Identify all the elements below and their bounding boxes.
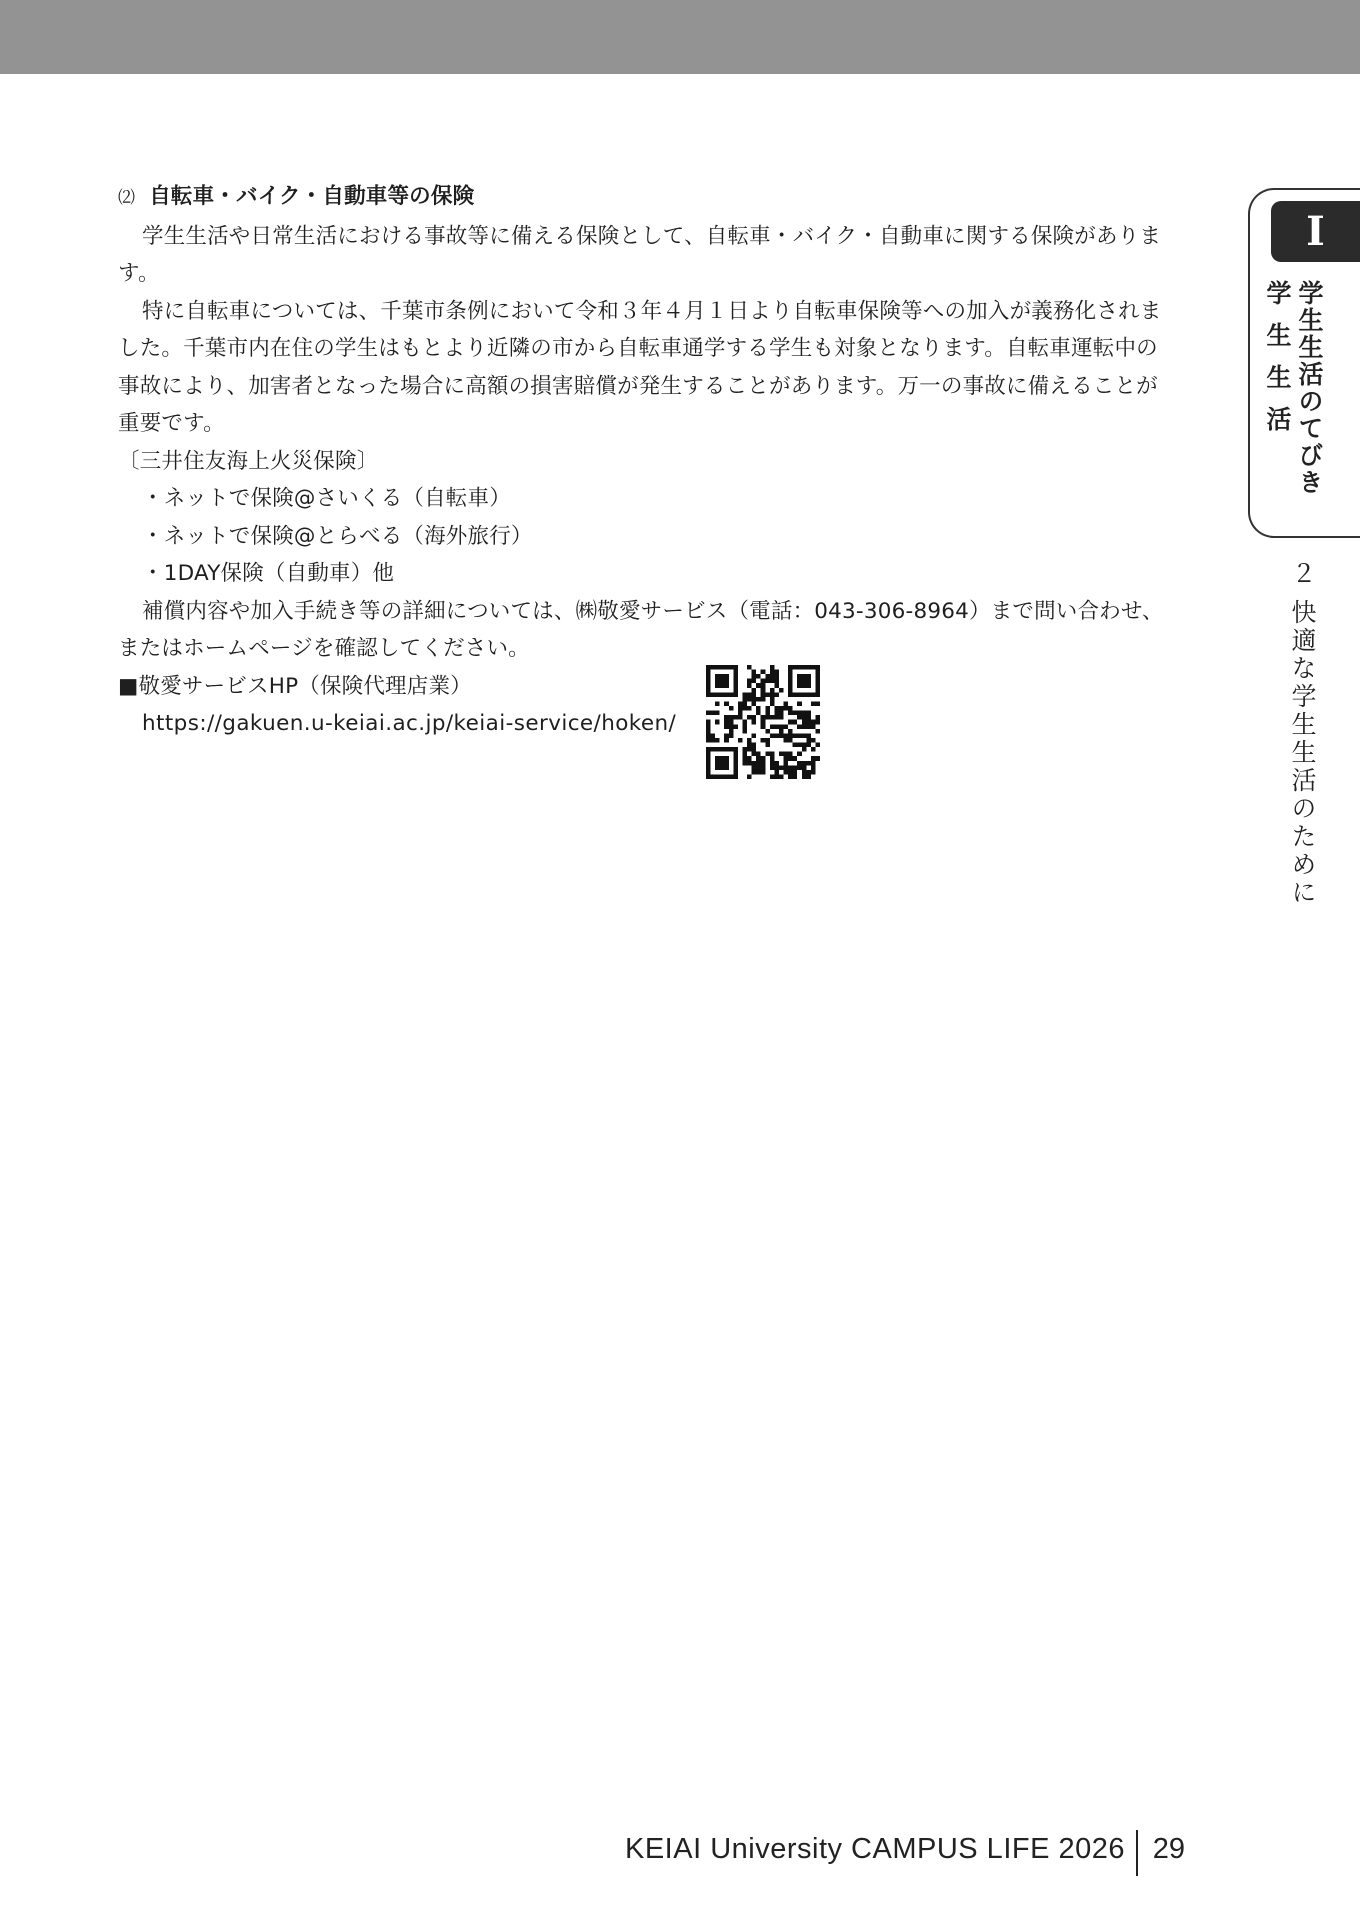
page-number: 29 [1152, 1833, 1185, 1865]
publication-title: KEIAI University CAMPUS LIFE 2026 [625, 1833, 1125, 1865]
main-content [118, 178, 1173, 743]
paragraph-intro: 学生生活や日常生活における事故等に備える保険として、自転車・バイク・自動車に関する保険があります。 [118, 223, 1162, 286]
section-title: 自転車・バイク・自動車等の保険 [149, 184, 475, 209]
qr-code[interactable] [706, 665, 820, 779]
chapter-subtitle: 学生生活のてびき [1295, 280, 1324, 496]
section-number: ⑵ [118, 188, 136, 208]
footer-divider [1136, 1830, 1138, 1876]
insurer-name: 〔三井住友海上火災保険〕 [118, 448, 379, 474]
list-item: ・ネットで保険@さいくる（自転車） [142, 486, 511, 511]
list-item: ・1DAY保険（自動車）他 [142, 561, 395, 586]
paragraph-bicycle: 特に自転車については、千葉市条例において令和３年４月１日より自転車保険等への加入が義務化されました。千葉市内在住の学生はもとより近隣の市から自転車通学する学生も対象となります。自転車運転中の事故により、加害者となった場合に高額の損害賠償が発生することがあります。万一の事故に備えることが重要です。 [118, 298, 1162, 436]
website-label: ■敬愛サービスHP（保険代理店業） [118, 673, 472, 699]
paragraph-contact: 補償内容や加入手続き等の詳細については、㈱敬愛サービス（電話：043-306-8964）まで問い合わせ、またはホームページを確認してください。 [118, 598, 1164, 661]
list-item: ・ネットで保険@とらべる（海外旅行） [142, 523, 533, 549]
chapter-number: I [1271, 201, 1360, 262]
section-heading [118, 178, 1173, 218]
website-url[interactable]: https://gakuen.u-keiai.ac.jp/keiai-service/hoken/ [142, 711, 677, 736]
footer [625, 1830, 1270, 1876]
top-band [0, 0, 1360, 74]
chapter-title: 学生生活 [1263, 280, 1292, 448]
section-side-label: ２ 快適な学生生活のために [1288, 560, 1317, 907]
